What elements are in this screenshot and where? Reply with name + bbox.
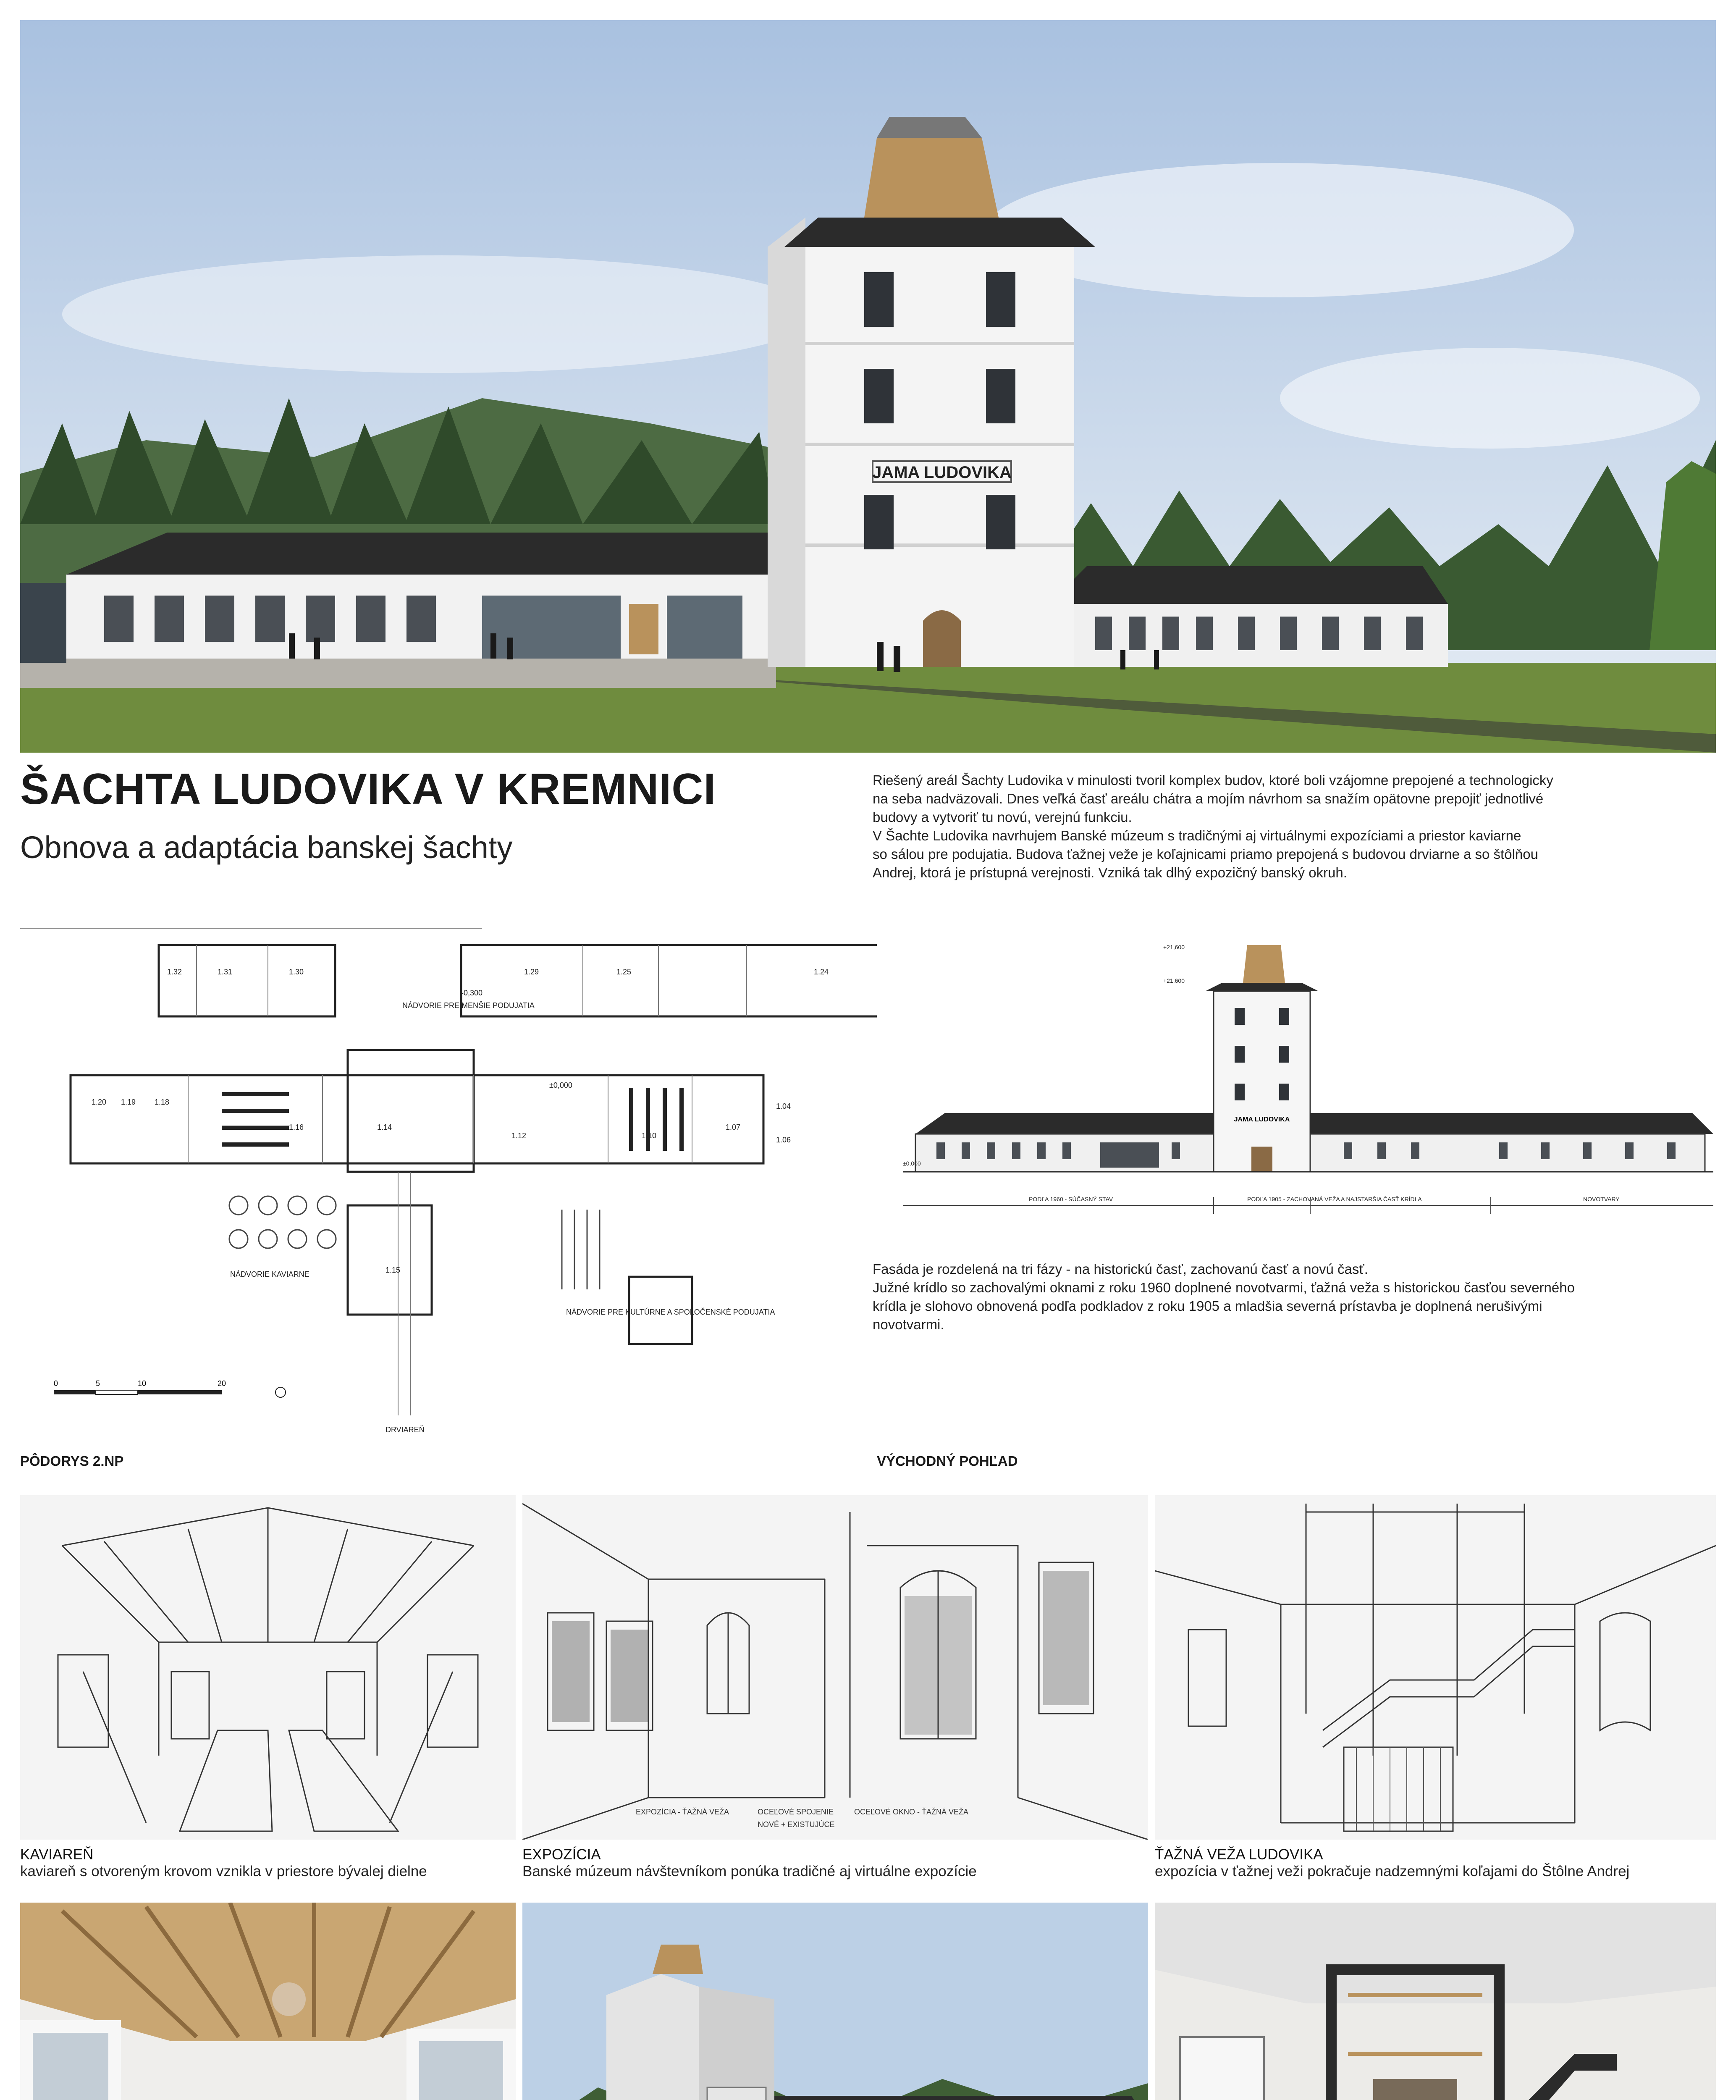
plan-block	[71, 1075, 763, 1163]
facade-line: novotvarmi.	[873, 1317, 944, 1332]
room-label: 1.31	[218, 968, 233, 976]
facade-line: Fasáda je rozdelená na tri fázy - na historickú časť, zachovanú časť a novú časť.	[873, 1261, 1368, 1277]
caption-title: KAVIAREŇ	[20, 1846, 94, 1863]
render-tower-interior	[1155, 1903, 1716, 2100]
sketch-exposition	[522, 1495, 1148, 1840]
room-label: 1.29	[524, 968, 539, 976]
room-label: 1.18	[155, 1098, 170, 1106]
tower	[805, 247, 1074, 667]
caption-block	[522, 1846, 1148, 1880]
left-wing-roof	[66, 533, 768, 575]
sketch-note: OCEĽOVÉ SPOJENIE	[758, 1808, 834, 1816]
facade-paragraph	[873, 1260, 1717, 1334]
svg-text:10: 10	[138, 1379, 147, 1388]
caption-text: expozícia v ťažnej veži pokračuje nadzemnými koľajami do Štôlne Andrej	[1155, 1863, 1630, 1880]
sketch-note: OCEĽOVÉ OKNO - ŤAŽNÁ VEŽA	[854, 1808, 969, 1816]
plan-level: ±0,000	[549, 1081, 572, 1089]
right-wing-roof	[1074, 566, 1448, 604]
floor-plan	[20, 911, 877, 1441]
room-label: 1.10	[642, 1131, 657, 1140]
room-label: 1.25	[616, 968, 632, 976]
room-label: 1.24	[814, 968, 829, 976]
elevation-phase: PODĽA 1960 - SÚČASNÝ STAV	[1029, 1196, 1113, 1202]
elevation-level: ±0,000	[903, 1160, 921, 1167]
sketch-note: NOVÉ + EXISTUJÚCE	[758, 1820, 835, 1829]
plan-area-label: NÁDVORIE KAVIARNE	[230, 1270, 309, 1278]
intro-line: budovy a vytvoriť tu novú, verejnú funkciu.	[873, 809, 1132, 825]
room-label: 1.20	[92, 1098, 107, 1106]
hero-rendering	[20, 20, 1716, 753]
room-label: 1.30	[289, 968, 304, 976]
caption-block	[1155, 1846, 1716, 1880]
scale-bar	[54, 1379, 286, 1397]
tower-side	[768, 218, 805, 667]
elevation-level: +21,600	[1163, 977, 1185, 984]
room-label: 1.16	[289, 1123, 304, 1131]
room-label: 1.04	[776, 1102, 791, 1110]
room-label: 1.19	[121, 1098, 136, 1106]
plan-block	[159, 945, 335, 1016]
elevation-label: VÝCHODNÝ POHĽAD	[877, 1453, 1018, 1469]
caption-title: EXPOZÍCIA	[522, 1846, 601, 1863]
page-subtitle: Obnova a adaptácia banskej šachty	[20, 830, 513, 865]
svg-text:5: 5	[96, 1379, 100, 1388]
render-cafe-hall	[20, 1903, 516, 2100]
room-label: 1.15	[385, 1266, 401, 1274]
floor-plan-drawing	[20, 911, 877, 1441]
facade-line: Južné krídlo so zachovalými oknami z roku 1960 doplnené novotvarmi, ťažná veža s historickou časťou severného	[873, 1280, 1575, 1295]
room-label: 1.07	[726, 1123, 741, 1131]
room-label: 1.14	[377, 1123, 392, 1131]
intro-line: Riešený areál Šachty Ludovika v minulosti tvoril komplex budov, ktoré boli vzájomne prepojené a technologicky	[873, 772, 1553, 788]
elevation-phase: NOVOTVARY	[1583, 1196, 1620, 1202]
elevation-level: +21,600	[1163, 944, 1185, 950]
plan-area-label: DRVIAREŇ	[385, 1425, 425, 1434]
svg-text:20: 20	[218, 1379, 226, 1388]
tower-lantern	[864, 138, 999, 218]
sketch-cafe	[20, 1495, 516, 1840]
plan-block	[348, 1050, 474, 1172]
east-elevation	[903, 937, 1713, 1231]
render-courtyard	[522, 1903, 1148, 2100]
sketch-tower	[1155, 1495, 1716, 1840]
elevation-phase: PODĽA 1905 - ZACHOVANÁ VEŽA A NAJSTARŠIA ČASŤ KRÍDLA	[1247, 1196, 1422, 1202]
caption-text: kaviareň s otvoreným krovom vznikla v priestore bývalej dielne	[20, 1863, 427, 1880]
plan-label: PÔDORYS 2.NP	[20, 1453, 124, 1469]
elevation-drawing	[903, 937, 1713, 1231]
plan-area-label: NÁDVORIE PRE MENŠIE PODUJATIA	[402, 1001, 535, 1010]
caption-block	[20, 1846, 516, 1880]
plan-area-label: NÁDVORIE PRE KULTÚRNE A SPOLOČENSKÉ PODUJATIA	[566, 1308, 775, 1316]
tower-roof	[784, 218, 1095, 247]
facade-line: krídla je slohovo obnovená podľa podkladov z roku 1905 a mladšia severná prístavba je doplnená nerušivými	[873, 1298, 1542, 1314]
caption-title: ŤAŽNÁ VEŽA LUDOVIKA	[1155, 1846, 1323, 1863]
plan-block	[348, 1205, 432, 1315]
intro-line: Andrej, ktorá je prístupná verejnosti. Vzniká tak dlhý expozičný banský okruh.	[873, 865, 1347, 880]
elevation-sign: JAMA LUDOVIKA	[1234, 1116, 1290, 1123]
page-title: ŠACHTA LUDOVIKA V KREMNICI	[20, 765, 716, 814]
room-label: 1.32	[167, 968, 182, 976]
svg-text:0: 0	[54, 1379, 58, 1388]
intro-paragraph	[873, 771, 1717, 882]
caption-text: Banské múzeum návštevníkom ponúka tradičné aj virtuálne expozície	[522, 1863, 977, 1880]
room-label: 1.12	[511, 1131, 527, 1140]
intro-line: V Šachte Ludovika navrhujem Banské múzeum s tradičnými aj virtuálnymi expozíciami a priestor kaviarne	[873, 828, 1521, 843]
sketch-note: EXPOZÍCIA - ŤAŽNÁ VEŽA	[636, 1808, 729, 1816]
tower-sign: JAMA LUDOVIKA	[872, 463, 1012, 482]
room-label: 1.06	[776, 1136, 791, 1144]
intro-line: na seba nadväzovali. Dnes veľká časť areálu chátra a mojím návrhom sa snažím opätovne prepojiť jednotlivé	[873, 791, 1544, 806]
intro-line: so sálou pre podujatia. Budova ťažnej veže je koľajnicami priamo prepojená s budovou drviarne a so štôlňou	[873, 846, 1538, 862]
plan-level: -0,300	[461, 989, 483, 997]
